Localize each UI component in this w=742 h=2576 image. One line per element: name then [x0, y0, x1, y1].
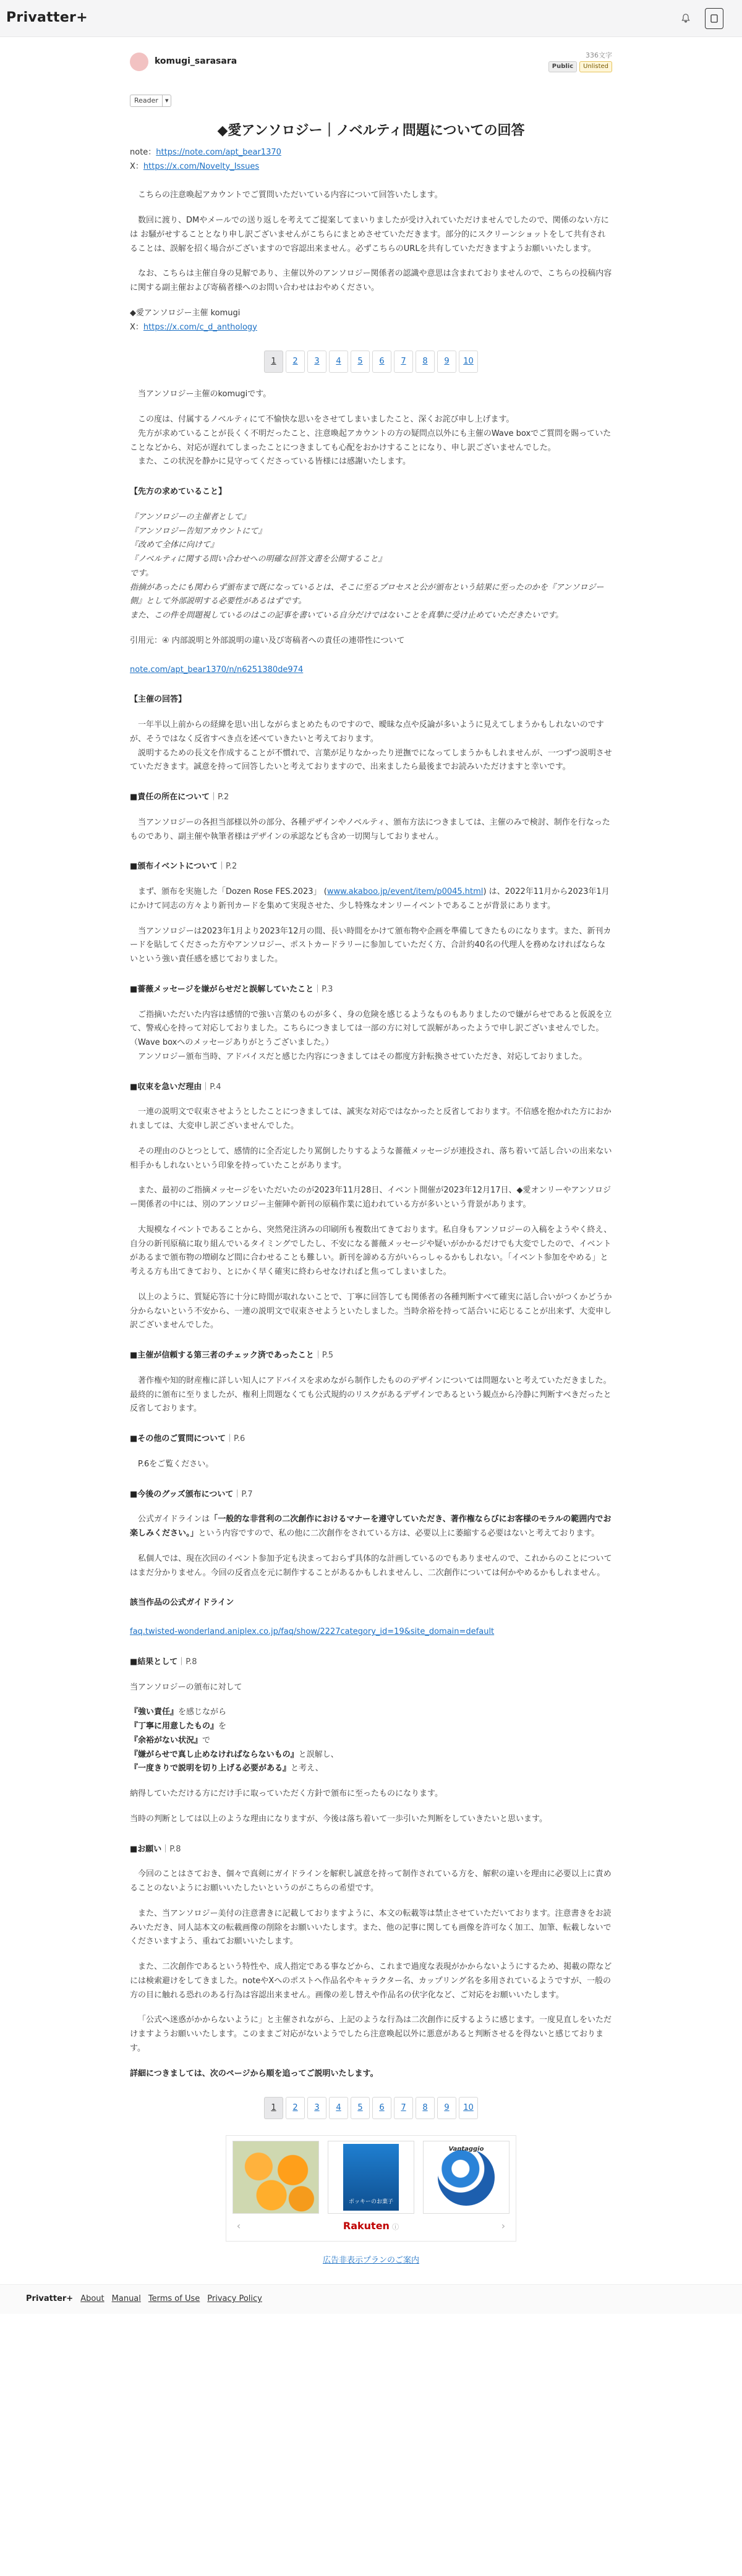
reader-label: Reader: [134, 96, 158, 105]
page-link-10[interactable]: 10: [459, 2097, 478, 2119]
signature-x-label: X：: [130, 322, 143, 332]
chevron-left-icon[interactable]: ‹: [236, 2220, 241, 2232]
result-bold-2: 『丁寧に用意したもの』: [130, 1722, 219, 1732]
page-link-5[interactable]: 5: [351, 2097, 370, 2119]
section-third-party-page: ｜P.5: [313, 1351, 333, 1361]
event-link[interactable]: www.akaboo.jp/event/item/p0045.html: [326, 887, 484, 897]
hurry-4: 大規模なイベントであることから、突然発注済みの印刷所も複数出てきております。私自身もアンソロジーの入稿をようやく終え、自分の新刊原稿に取り組んでいるタイミングでしたし、不安になる薔薇メッセージや疑いがかかるだけでも大変でしたので、イベントがあるまで頒布物の増刷など間に合わせることも難しい。新刊を諦める方がいらっしゃるかもしれない。「イベント参加をやめる」と考える方も出てきており、とにかく早く確実に終わらせなければと焦ってしまいました。: [130, 1225, 612, 1277]
answer-2: 説明するための長文を作成することが不慣れで、言葉が足りなかったり逆撫でになってしまうかもしれませんが、一つずつ説明させていただきます。誠意を持って回答したいと考えておりますので、出来ましたら最後までお読みいただけますと幸いです。: [130, 748, 612, 772]
result-text-3: で: [202, 1735, 211, 1745]
citation-link[interactable]: note.com/apt_bear1370/n/n6251380de974: [130, 665, 304, 674]
public-badge: Public: [548, 61, 577, 72]
goods-1-b: 「一般的な非営利の二次創作におけるマナーを遵守していただき、著作権ならびにお客様のモラルの範囲内でお楽しみください。」: [130, 1515, 612, 1539]
section-goods-title: ■今後のグッズ頒布について: [130, 1489, 234, 1499]
section-responsibility-page: ｜P.2: [210, 793, 229, 802]
other-1: P.6をご覧ください。: [138, 1459, 214, 1469]
page-link-9[interactable]: 9: [437, 2097, 456, 2119]
page-link-10[interactable]: 10: [459, 351, 478, 373]
section-event-title: ■頒布イベントについて: [130, 862, 218, 872]
page-link-6[interactable]: 6: [372, 351, 391, 373]
section-result: [130, 1656, 612, 1670]
quote-line-5: です。: [130, 568, 153, 578]
footer: [0, 2284, 742, 2314]
request-3: また、二次創作であるという特性や、成人指定である事などから、これまで過度な表現がかからないようにするため、掲載の際などには検索避けをしてきました。noteやXへのポストへ作品名やキャラクター名、カップリング名を多用されているようですが、一般の方の目に触れる恐れのある行為は容認出来ません。画像の差し替えや作品名の伏字化など、ご対応をお願いいたします。: [130, 1962, 612, 2000]
section-third-party: [130, 1349, 612, 1363]
signature-x-link[interactable]: https://x.com/c_d_anthology: [143, 322, 257, 332]
heading-answer: 【主催の回答】: [130, 695, 187, 705]
goods-2: 私個人では、現在次回のイベント参加予定も決まっておらず具体的な計画しているのでもありませんので、これからのことについてはまだ分かりません。今回の反省点を元に制作することがあるかもしれませんし、二次創作については何かやめるかもしれません。: [130, 1554, 612, 1578]
body-p1: 当アンソロジー主催のkomugiです。: [138, 389, 271, 399]
section-responsibility: [130, 791, 612, 805]
menu-icon[interactable]: [705, 8, 723, 29]
page-link-6[interactable]: 6: [372, 2097, 391, 2119]
section-responsibility-title: ■責任の所在について: [130, 793, 210, 802]
ball-image: [438, 2149, 495, 2206]
section-other: [130, 1432, 612, 1447]
result-text-1: を感じながら: [178, 1707, 227, 1717]
page-link-9[interactable]: 9: [437, 351, 456, 373]
section-request: [130, 1843, 612, 1857]
heading-request: 【先方の求めていること】: [130, 487, 227, 497]
footer-about[interactable]: About: [80, 2294, 104, 2304]
answer-1: 一年半以上前からの経緯を思い出しながらまとめたものですので、曖昧な点や反論が多いように見えてしまうかもしれないのですが、そうではなく反省すべき点を述べていきたいと考えております。: [130, 720, 604, 744]
result-bold-4: 『嫌がらせで真し止めなければならないもの』: [130, 1749, 299, 1759]
goods-1-a: 公式ガイドラインは: [138, 1515, 210, 1524]
request-1: 今回のことはさておき、個々で真剣にガイドラインを解釈し誠意を持って制作されている方を、解釈の違いを理由に必要以上に責めることのないようにお願いいたしたいというのがこちらの希望です。: [130, 1869, 612, 1894]
hurry-3: また、最初のご指摘メッセージをいただいたのが2023年11月28日、イベント開催が2023年12月17日、◆愛オンリーやアンソロジー関係者の中には、別のアンソロジー主催陣や新刊の原稿作業に追われている方が多いという背景があります。: [130, 1186, 612, 1210]
pagination-bottom: [130, 2097, 612, 2119]
citation: 引用元：④ 内部説明と外部説明の違い及び寄稿者への責任の連帯性について: [130, 635, 405, 645]
page-link-2[interactable]: 2: [286, 2097, 305, 2119]
section-hurry: [130, 1081, 612, 1095]
x-label: X：: [130, 161, 143, 171]
goods-1-c: という内容ですので、私の他に二次創作をされている方は、必要以上に萎縮する必要はないと考えております。: [198, 1529, 600, 1539]
body-p4: また、この状況を静かに見守ってくださっている皆様には感謝いたします。: [138, 457, 411, 467]
info-icon[interactable]: ⓘ: [392, 2223, 399, 2232]
quote-line-6: 指摘があったにも関わらず頒布まで既になっているとは、そこに至るプロセスと公が頒布という結果に至ったのかを『アンソロジー側』として外部説明する必要性があるはずです。: [130, 582, 604, 606]
body-p2: この度は、付属するノベルティにて不愉快な思いをさせてしまいましたこと、深くお詫び申し上げます。: [138, 415, 514, 425]
result-bold-5: 『一度きりで説明を切り上げる必要がある』: [130, 1764, 291, 1774]
event-1-a: まず、頒布を実施した「Dozen Rose FES.2023」: [138, 887, 322, 897]
signature-name: ◆愛アンソロジー主催 komugi: [130, 308, 241, 318]
result-text-2: を: [218, 1722, 227, 1732]
unlisted-badge: Unlisted: [579, 61, 612, 72]
result-bold-1: 『強い責任』: [130, 1707, 179, 1717]
request-2: また、当アンソロジー美付の注意書きに記載しておりますように、本文の転載等は禁止させていただいております。注意書きをお読みいただき、同人誌本文の転載画像の削除をお願いいたします。また、他の記事に関しても画像を許可なく加工、加筆、転載しないでくださいますよう、重ねてお願いいたします。: [130, 1908, 612, 1947]
brand-logo[interactable]: Privatter+: [6, 10, 88, 26]
page-link-2[interactable]: 2: [286, 351, 305, 373]
result-2: 納得していただける方にだけ手に取っていただく方針で頒布に至ったものになります。: [130, 1789, 443, 1799]
section-result-page: ｜P.8: [177, 1657, 197, 1667]
hurry-5: 以上のように、質疑応答に十分に時間が取れないことで、丁寧に回答しても関係者の各種判断すべて確実に話し合いがつくかどうか分からないという不安から、一連の説明文で収束させようといたしました。当時余裕を持って話合いに応じることが出来ず、大変申し訳ございませんでした。: [130, 1292, 612, 1330]
request-quote: [130, 511, 612, 623]
page-link-8[interactable]: 8: [416, 2097, 435, 2119]
page-link-8[interactable]: 8: [416, 351, 435, 373]
ad-banner: [226, 2135, 516, 2242]
result-text-4: と誤解し、: [298, 1749, 339, 1759]
page-link-5[interactable]: 5: [351, 351, 370, 373]
section-goods-page: ｜P.7: [233, 1489, 253, 1499]
hurry-2: その理由のひとつとして、感情的に全否定したり罵倒したりするような薔薇メッセージが連投され、落ち着いて話し合いの出来ない相手かもしれないという印象を持っていたことがあります。: [130, 1146, 612, 1170]
section-event-page: ｜P.2: [218, 862, 237, 872]
page-link-4[interactable]: 4: [329, 2097, 348, 2119]
hurry-1: 一連の説明文で収束させようとしたことにつきましては、誠実な対応ではなかったと反省しております。不信感を抱かれた方におかれましては、大変申し訳ございませんでした。: [130, 1107, 612, 1131]
request-4: 「公式へ迷惑がかからないように」と主催されながら、上記のような行為は二次創作に反するように感じます。一度見直しをいただけますようお願いいたします。このままご対応がないようでしたら注意喚起以外に悪意があると判断させるを得ないと感じております。: [130, 2015, 612, 2053]
section-message-title: ■薔薇メッセージを嫌がらせだと誤解していたこと: [130, 984, 314, 994]
section-result-title: ■結果として: [130, 1657, 178, 1667]
quote-line-3: 『改めて全体に向けて』: [130, 540, 219, 550]
result-bold-3: 『余裕がない状況』: [130, 1735, 203, 1745]
intro-3: なお、こちらは主催自身の見解であり、主催以外のアンソロジー関係者の認識や意思は含まれておりませんので、こちらの投稿内容に関する副主催および寄稿者様へのお問い合わせはおやめください。: [130, 269, 612, 293]
section-request-page: ｜P.8: [161, 1844, 181, 1854]
quote-line-7: また、この件を問題視しているのはこの記事を書いている自分だけではないことを真摯に受け止めていただきたいです。: [130, 611, 563, 621]
ad-free-plan-link[interactable]: 広告非表示プランのご案内: [322, 2256, 419, 2266]
message-1: ご指摘いただいた内容は感情的で強い言葉のものが多く、身の危険を感じるようなものもありましたので嫌がらせであると仮説を立て、警戒心を持って対応しておりました。こちらにつきましては一部の方に対して誤解があったようで申し訳ございませんでした。（Wave boxへのメッセージありがとうございました。）: [130, 1010, 612, 1048]
book-image: ポッキーのお菓子: [343, 2144, 399, 2211]
author-row: [130, 51, 612, 72]
result-3: 当時の判断としては以上のような理由になりますが、今後は落ち着いて一歩引いた判断をしていきたいと思います。: [130, 1814, 547, 1824]
note-link[interactable]: https://note.com/apt_bear1370: [156, 147, 281, 157]
avatar[interactable]: [130, 53, 148, 71]
chevron-right-icon[interactable]: ›: [501, 2220, 506, 2232]
chevron-down-icon[interactable]: ▾: [162, 95, 171, 106]
responsibility-1: 当アンソロジーの各担当部様以外の部分、各種デザインやノベルティ、頒布方法につきましては、主催のみで検討、制作を行なったものであり、副主催や執筆者様はデザインの承認なども含め一切関与しておりません。: [130, 817, 610, 841]
section-other-title: ■その他のご質問について: [130, 1434, 226, 1444]
char-count: 336文字: [586, 51, 612, 59]
top-bar: [0, 0, 742, 37]
section-message: [130, 983, 612, 997]
footer-terms[interactable]: Terms of Use: [148, 2294, 200, 2304]
section-goods: [130, 1488, 612, 1502]
reader-button[interactable]: [130, 95, 171, 107]
bell-icon[interactable]: [678, 11, 694, 27]
post-title: ◆愛アンソロジー｜ノベルティ問題についての回答: [217, 123, 525, 139]
quote-line-2: 『アンソロジー告知アカウントにて』: [130, 526, 267, 536]
page-link-4[interactable]: 4: [329, 351, 348, 373]
ad-item-ball[interactable]: [423, 2141, 510, 2214]
x-link[interactable]: https://x.com/Novelty_Issues: [143, 161, 260, 171]
result-1: 当アンソロジーの頒布に対して: [130, 1682, 242, 1692]
footer-privacy[interactable]: Privacy Policy: [207, 2294, 262, 2304]
section-other-page: ｜P.6: [226, 1434, 245, 1444]
goods-1: [130, 1513, 612, 1541]
message-2: アンソロジー頒布当時、アドバイスだと感じた内容につきましてはその都度方針転換させていただき、対応しておりました。: [138, 1052, 587, 1061]
page-link-3[interactable]: 3: [307, 2097, 326, 2119]
guideline-link[interactable]: faq.twisted-wonderland.aniplex.co.jp/faq/show/2227category_id=19&site_domain=default: [130, 1627, 495, 1637]
event-1-b: は、2022年11月から2023年1月にかけて同志の方々より新刊カードを集めて実現させた、少し特殊なオンリーイベントであることが背景にあります。: [130, 887, 610, 911]
page-link-1[interactable]: 1: [264, 351, 283, 373]
post-container: [130, 51, 612, 2268]
intro-2: 数回に渡り、DMやメールでの送り返しを考えてご提案してまいりましたが受け入れていただけませんでしたので、関係のない方には お騒がせすることとなり申し訳ございませんがこちらにまとめさせていただきます。部分的にスクリーンショットをして共有されることは、誤解を招く場合がございますので容認出来ません。必ずこちらのURLを共有していただきますようお願いいたします。: [130, 216, 609, 253]
pagination-top: [130, 351, 612, 373]
ball-label: Vantaggio: [448, 2146, 484, 2153]
page-link-1[interactable]: 1: [264, 2097, 283, 2119]
section-message-page: ｜P.3: [313, 984, 333, 994]
quote-line-1: 『アンソロジーの主催者として』: [130, 512, 250, 522]
event-1: まず、頒布を実施した「Dozen Rose FES.2023」 (www.akaboo.jp/event/item/p0045.html) は、2022年11月から2023年1月にかけて同志の方々より新刊カードを集めて実現させた、少し特殊なオンリーイベントであることが背景にあります。: [130, 887, 610, 911]
heading-guideline: 該当作品の公式ガイドライン: [130, 1598, 234, 1608]
event-2: 当アンソロジーは2023年1月より2023年12月の間、長い時間をかけて頒布物や企画を準備してきたものになります。また、新刊カードを貼してくださった方やアンソロジー、ポストカードラリーに参加していただく方、合計約40名の代理人を務めなければならないという強い責任感を感じておりました。: [130, 926, 612, 964]
page-link-7[interactable]: 7: [394, 351, 413, 373]
result-list: [130, 1706, 612, 1776]
section-request-title: ■お願い: [130, 1844, 162, 1854]
section-third-party-title: ■主催が信頼する第三者のチェック済であったこと: [130, 1351, 314, 1361]
third-party-1: 著作権や知的財産権に詳しい知人にアドバイスを求めながら制作したもののデザインについては問題ないと考えていただきました。最終的に頒布に至りましたが、権利上問題なくても公式規約のリスクがあるデザインであるという観点から冷静に判断すべきだったと反省しております。: [130, 1375, 612, 1414]
intro-1: こちらの注意喚起アカウントでご質問いただいている内容について回答いたします。: [138, 190, 443, 200]
quote-line-4: 『ノベルティに関する問い合わせへの明確な回答文書を公開すること』: [130, 555, 386, 564]
ad-item-book[interactable]: [328, 2141, 414, 2214]
section-event: [130, 860, 612, 874]
final-note: 詳細につきましては、次のページから順を追ってご説明いたします。: [130, 2068, 378, 2078]
body-p3: 先方が求めていることが長くく不明だったこと、注意喚起アカウントの方の疑問点以外にも主催のWave boxでご質問を賜っていたことなどから、対応が遅れてしまったことにつきましても心配をおかけすることになり、申し訳ございませんでした。: [130, 428, 612, 453]
author-name[interactable]: komugi_sarasara: [155, 56, 237, 67]
result-text-5: と考え、: [291, 1764, 323, 1774]
footer-manual[interactable]: Manual: [111, 2294, 141, 2304]
rakuten-logo[interactable]: Rakuten: [343, 2220, 390, 2232]
note-label: note：: [130, 147, 156, 157]
footer-brand[interactable]: Privatter+: [26, 2294, 74, 2304]
ad-item-oranges[interactable]: [232, 2141, 319, 2214]
oranges-image: [233, 2141, 318, 2213]
page-link-3[interactable]: 3: [307, 351, 326, 373]
section-hurry-title: ■収束を急いだ理由: [130, 1082, 202, 1092]
page-link-7[interactable]: 7: [394, 2097, 413, 2119]
section-hurry-page: ｜P.4: [202, 1082, 221, 1092]
